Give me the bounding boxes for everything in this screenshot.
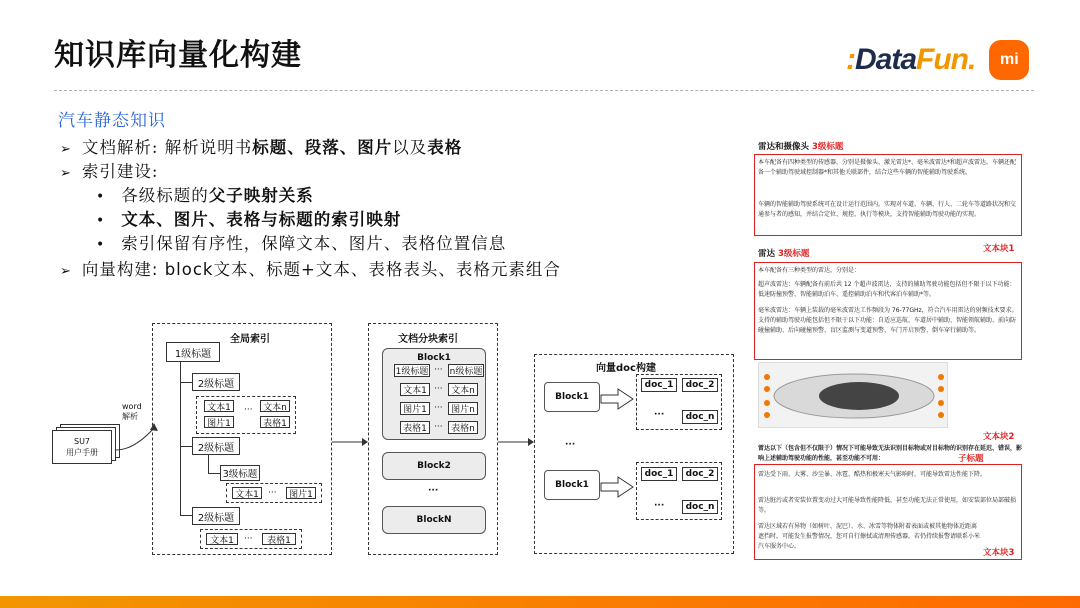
- block-l1-heading: 1级标题: [394, 364, 430, 377]
- bottom-accent-bar: [0, 596, 1080, 608]
- vector-block1-label: Block1: [555, 392, 589, 402]
- vector-build-title: 向量doc构建: [596, 363, 656, 374]
- tree-line: [208, 455, 209, 473]
- global-index-title: 全局索引: [230, 334, 270, 345]
- ellipsis: ···: [428, 486, 439, 496]
- doc2-a: doc_2: [682, 378, 718, 392]
- manual-label: SU7 用户手册: [52, 430, 112, 464]
- doc-paragraph: 雷达脏污或者安装位置变动过大可能导致性能降低，甚至功能无法正常使用，如安装部位局部破损等。: [758, 497, 1017, 514]
- global-l2-heading-c: 2级标题: [192, 507, 240, 525]
- block2-card: [382, 452, 486, 480]
- docn-b: doc_n: [682, 500, 718, 514]
- bullet-sub-2: • 文本、图片、表格与标题的索引映射: [96, 210, 402, 229]
- global-table1-c: 表格1: [262, 533, 296, 545]
- hollow-arrow-icon: [600, 388, 634, 410]
- arrow-global-to-block: [332, 436, 368, 448]
- global-l1-heading: 1级标题: [166, 342, 220, 362]
- blockn-card: [382, 506, 486, 534]
- global-text1-b: 文本1: [232, 487, 262, 499]
- ellipsis: ···: [434, 403, 443, 413]
- ellipsis: ···: [268, 488, 277, 498]
- ellipsis: ···: [654, 501, 665, 511]
- block-index-title: 文档分块索引: [398, 334, 458, 345]
- vector-block1-label: Block1: [555, 480, 589, 490]
- doc-paragraph: 本车配备有三种类型的雷达，分别是：: [758, 267, 861, 274]
- block-label-2: 文本块2: [983, 432, 1015, 442]
- ellipsis: ···: [434, 422, 443, 432]
- doc2-b: doc_2: [682, 467, 718, 481]
- block1-label: Block1: [417, 353, 451, 363]
- tree-branch: [180, 515, 192, 516]
- doc-heading-radar: 雷达 3级标题: [758, 249, 810, 259]
- bullet-parse: ➢ 文档解析: 解析说明书标题、段落、图片以及表格: [60, 138, 463, 157]
- brand-logo: [846, 40, 1029, 80]
- doc-paragraph: 雷达区域若有异物（如树叶、泥巴）、水、冰雪等物体附着表面或被其他物体近距离遮挡时，可能发生报警情况，您可自行擦拭或清理传感器，若仍持续报警请联系小米汽车服务中心。: [758, 523, 980, 550]
- dot-bullet-icon: •: [96, 237, 106, 253]
- tree-branch: [180, 446, 192, 447]
- block-img1: 图片1: [400, 402, 430, 415]
- bullet-sub-1: • 各级标题的父子映射关系: [96, 186, 314, 205]
- global-img1: 图片1: [204, 416, 234, 428]
- mi-logo-icon: mi: [989, 40, 1029, 80]
- ellipsis: ···: [434, 365, 443, 375]
- global-text1: 文本1: [204, 400, 234, 412]
- block-label-1: 文本块1: [983, 244, 1015, 254]
- datafun-logo: :DataFun.: [846, 43, 976, 76]
- ellipsis: ···: [244, 405, 253, 415]
- doc-paragraph: 本车配备有四种类型的传感器，分别是摄像头、激光雷达*、毫米波雷达*和超声波雷达。车辆还配备一个辅助驾驶域控制器*和其他关联部件，结合这些车辆的智能辅助驾驶系统。: [758, 159, 1017, 176]
- manual-doc-icon: [52, 430, 122, 464]
- header-divider: [54, 90, 1034, 91]
- doc-paragraph: 车辆的智能辅助驾驶系统可在设计运行范围内，实现对车道、车辆、行人、二轮车等道路状况和交通参与者的感知，并结合定位、规控、执行等模块，支持智能辅助驾驶功能的实现。: [758, 201, 1017, 218]
- global-text1-c: 文本1: [206, 533, 238, 545]
- block-tbn: 表格n: [448, 421, 478, 434]
- global-l2-heading-a: 2级标题: [192, 373, 240, 391]
- doc-paragraph: 毫米波雷达：车辆上装载的毫米波雷达工作频段为 76-77GHz，符合汽车用雷达的射频技术要求。支持的辅助驾驶功能包括但不限于以下功能：自适应巡航、车道居中辅助、智能领航辅助、前向防碰撞辅助、后向碰撞预警、盲区监测与变道预警、车门开启预警、倒车穿行辅助等。: [758, 307, 1018, 334]
- hollow-arrow-icon: [600, 476, 634, 498]
- global-l2-heading-b: 2级标题: [192, 437, 240, 455]
- doc-paragraph: 超声波雷达：车辆配备有前后共 12 个超声波雷达，支持的辅助驾驶功能包括但不限于以下功能：低速防撞预警、智能辅助泊车、遥控辅助泊车和代客泊车辅助*等。: [758, 281, 1016, 298]
- bullet-vector: ➢ 向量构建: block文本、标题+文本、表格表头、表格元素组合: [60, 260, 561, 279]
- bullet-sub-3: • 索引保留有序性，保障文本、图片、表格位置信息: [96, 234, 507, 253]
- block-label-3: 文本块3: [983, 548, 1015, 558]
- ellipsis: ···: [654, 410, 665, 420]
- arrow-bullet-icon: ➢: [60, 142, 72, 157]
- arrow-bullet-icon: ➢: [60, 166, 72, 181]
- block-ln-heading: n级标题: [448, 364, 484, 377]
- ellipsis: ···: [565, 440, 576, 450]
- arrow-block-to-vector: [498, 436, 534, 448]
- global-img1-b: 图片1: [286, 487, 316, 499]
- doc-paragraph: 雷达以下（包含但不仅限于）情况下可能导致无法识别目标物或对目标物的识别存在延迟、错误，影响上述辅助驾驶功能的性能，甚至功能不可用：: [758, 445, 1022, 462]
- dot-bullet-icon: •: [96, 213, 106, 229]
- block-tb1: 表格1: [400, 421, 430, 434]
- arrow-bullet-icon: ➢: [60, 264, 72, 279]
- subtitle-tag: 子标题: [958, 454, 984, 464]
- tree-branch: [208, 473, 220, 474]
- global-textn: 文本n: [260, 400, 290, 412]
- block-textn: 文本n: [448, 383, 478, 396]
- vector-block1-b: [544, 470, 600, 500]
- doc1-b: doc_1: [641, 467, 677, 481]
- block-text1: 文本1: [400, 383, 430, 396]
- dot-bullet-icon: •: [96, 189, 106, 205]
- doc-paragraph: 雷达受下雨、大雾、沙尘暴、冰雹、酷热和极寒天气影响时，可能导致雷达性能下降。: [758, 471, 987, 478]
- word-parse-label: word 解析: [122, 402, 142, 421]
- docn-a: doc_n: [682, 410, 718, 424]
- blockn-label: BlockN: [416, 515, 452, 525]
- block-imgn: 图片n: [448, 402, 478, 415]
- bullet-index: ➢ 索引建设:: [60, 162, 159, 181]
- doc-heading-camera: 雷达和摄像头 3级标题: [758, 142, 844, 152]
- section-subtitle: 汽车静态知识: [58, 111, 166, 131]
- ellipsis: ···: [434, 384, 443, 394]
- page-title: 知识库向量化构建: [54, 38, 302, 73]
- global-l3-heading: 3级标题: [220, 465, 260, 481]
- doc1-a: doc_1: [641, 378, 677, 392]
- car-radar-image: [758, 362, 948, 428]
- global-table1: 表格1: [260, 416, 290, 428]
- tree-branch: [180, 382, 192, 383]
- car-top-view-icon: [759, 363, 949, 429]
- tree-line: [180, 362, 181, 515]
- vector-block1-a: [544, 382, 600, 412]
- block2-label: Block2: [417, 461, 451, 471]
- ellipsis: ···: [244, 534, 253, 544]
